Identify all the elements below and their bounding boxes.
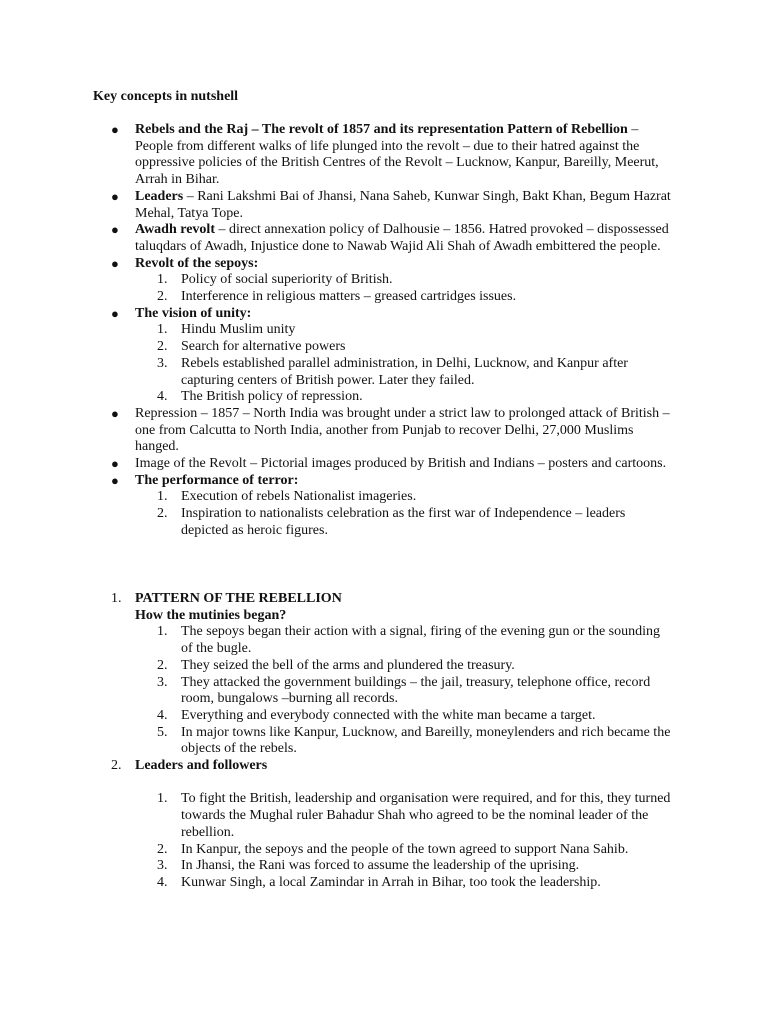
bullet-item-awadh-revolt bbox=[111, 222, 675, 255]
bullet-item-leaders bbox=[111, 188, 675, 222]
bullet-icon: ● bbox=[111, 305, 119, 321]
list-item: 1. Execution of rebels Nationalist imageries. bbox=[157, 489, 417, 505]
key-concepts-list bbox=[111, 122, 675, 540]
list-item: 3. In Jhansi, the Rani was forced to assume the leadership of the uprising. bbox=[157, 858, 580, 874]
list-item: 1. The sepoys began their action with a signal, firing of the evening gun or the sounding of the bugle. bbox=[157, 624, 661, 657]
list-item: 2. Inspiration to nationalists celebration as the first war of Independence – leaders depicted as heroic figures. bbox=[157, 506, 626, 538]
list-item: 2. Interference in religious matters – greased cartridges issues. bbox=[157, 289, 517, 305]
section-leaders-and-followers bbox=[111, 758, 675, 892]
bullet-text: – Rani Lakshmi Bai of Jhansi, Nana Saheb, Kunwar Singh, Bakt Khan, Begum Hazrat Mehal, Tatya Tope. bbox=[135, 188, 671, 221]
numbered-list bbox=[157, 624, 675, 758]
list-item: 4. Kunwar Singh, a local Zamindar in Arrah in Bihar, too took the leadership. bbox=[157, 874, 601, 890]
bullet-bold: Rebels and the Raj – The revolt of 1857 and its representation Pattern of Rebellion bbox=[135, 122, 628, 137]
bullet-item-rebels-and-raj bbox=[111, 122, 675, 189]
numbered-list bbox=[157, 791, 675, 891]
numbered-list bbox=[157, 322, 675, 406]
section-heading: PATTERN OF THE REBELLION bbox=[135, 591, 342, 606]
bullet-item-performance-of-terror bbox=[111, 472, 675, 540]
bullet-item-image-of-revolt bbox=[111, 456, 675, 473]
list-item: 1. To fight the British, leadership and organisation were required, and for this, they turned towards the Mughal ruler Bahadur Shah who agreed to be the nominal leader of the rebellion. bbox=[157, 791, 671, 840]
bullet-icon: ● bbox=[111, 255, 119, 271]
section-heading: Leaders and followers bbox=[135, 758, 268, 774]
bullet-text: Repression – 1857 – North India was brought under a strict law to prolonged attack of British – one from Calcutta to North India, another from Punjab to recover Delhi, 27,000 Muslims hanged. bbox=[135, 405, 670, 455]
list-item: 5. In major towns like Kanpur, Lucknow, and Bareilly, moneylenders and rich became the objects of the rebels. bbox=[157, 724, 671, 757]
list-item: 3. Rebels established parallel administration, in Delhi, Lucknow, and Kanpur after capturing centers of British power. Later they failed. bbox=[157, 355, 628, 388]
bullet-item-revolt-of-sepoys bbox=[111, 255, 675, 306]
bullet-icon: ● bbox=[111, 122, 119, 137]
sections-list bbox=[111, 591, 675, 892]
bullet-icon: ● bbox=[111, 188, 119, 204]
bullet-bold: The vision of unity: bbox=[135, 305, 252, 321]
list-item: 1. Hindu Muslim unity bbox=[157, 322, 296, 338]
bullet-icon: ● bbox=[111, 472, 119, 488]
bullet-text: – direct annexation policy of Dalhousie – 1856. Hatred provoked – dispossessed taluqdars of Awadh, Injustice done to Nawab Wajid Ali Shah of Awadh embittered the people. bbox=[135, 222, 669, 254]
section-subheading: How the mutinies began? bbox=[135, 607, 287, 623]
section-pattern-of-rebellion bbox=[111, 591, 675, 758]
list-item: 3. They attacked the government buildings – the jail, treasury, telephone office, record room, bungalows –burning all records. bbox=[157, 674, 651, 707]
numbered-list bbox=[157, 272, 675, 305]
bullet-bold: Revolt of the sepoys: bbox=[135, 255, 259, 271]
list-item: 1. Policy of social superiority of British. bbox=[157, 272, 393, 288]
bullet-bold: Awadh revolt bbox=[135, 222, 215, 238]
bullet-item-vision-of-unity bbox=[111, 305, 675, 406]
list-item: 2. Search for alternative powers bbox=[157, 339, 346, 355]
list-item: 4. The British policy of repression. bbox=[157, 389, 363, 405]
bullet-icon: ● bbox=[111, 456, 119, 472]
bullet-text: Image of the Revolt – Pictorial images produced by British and Indians – posters and cartoons. bbox=[135, 456, 667, 472]
bullet-bold: The performance of terror: bbox=[135, 472, 299, 488]
bullet-icon: ● bbox=[111, 222, 119, 238]
bullet-item-repression bbox=[111, 405, 675, 456]
list-item: 4. Everything and everybody connected with the white man became a target. bbox=[157, 707, 596, 723]
numbered-list bbox=[157, 489, 675, 539]
section-number: 1. bbox=[111, 591, 122, 606]
bullet-bold: Leaders bbox=[135, 188, 184, 204]
list-item: 2. They seized the bell of the arms and plundered the treasury. bbox=[157, 657, 515, 673]
section-number: 2. bbox=[111, 758, 122, 774]
bullet-text: – People from different walks of life plunged into the revolt – due to their hatred against the oppressive policies of the British Centres of the Revolt – Lucknow, Kanpur, Bareilly, Meerut, Arrah in Bihar. bbox=[135, 122, 659, 188]
document-title: Key concepts in nutshell bbox=[93, 89, 239, 104]
list-item: 2. In Kanpur, the sepoys and the people of the town agreed to support Nana Sahib. bbox=[157, 841, 629, 857]
bullet-icon: ● bbox=[111, 405, 119, 421]
